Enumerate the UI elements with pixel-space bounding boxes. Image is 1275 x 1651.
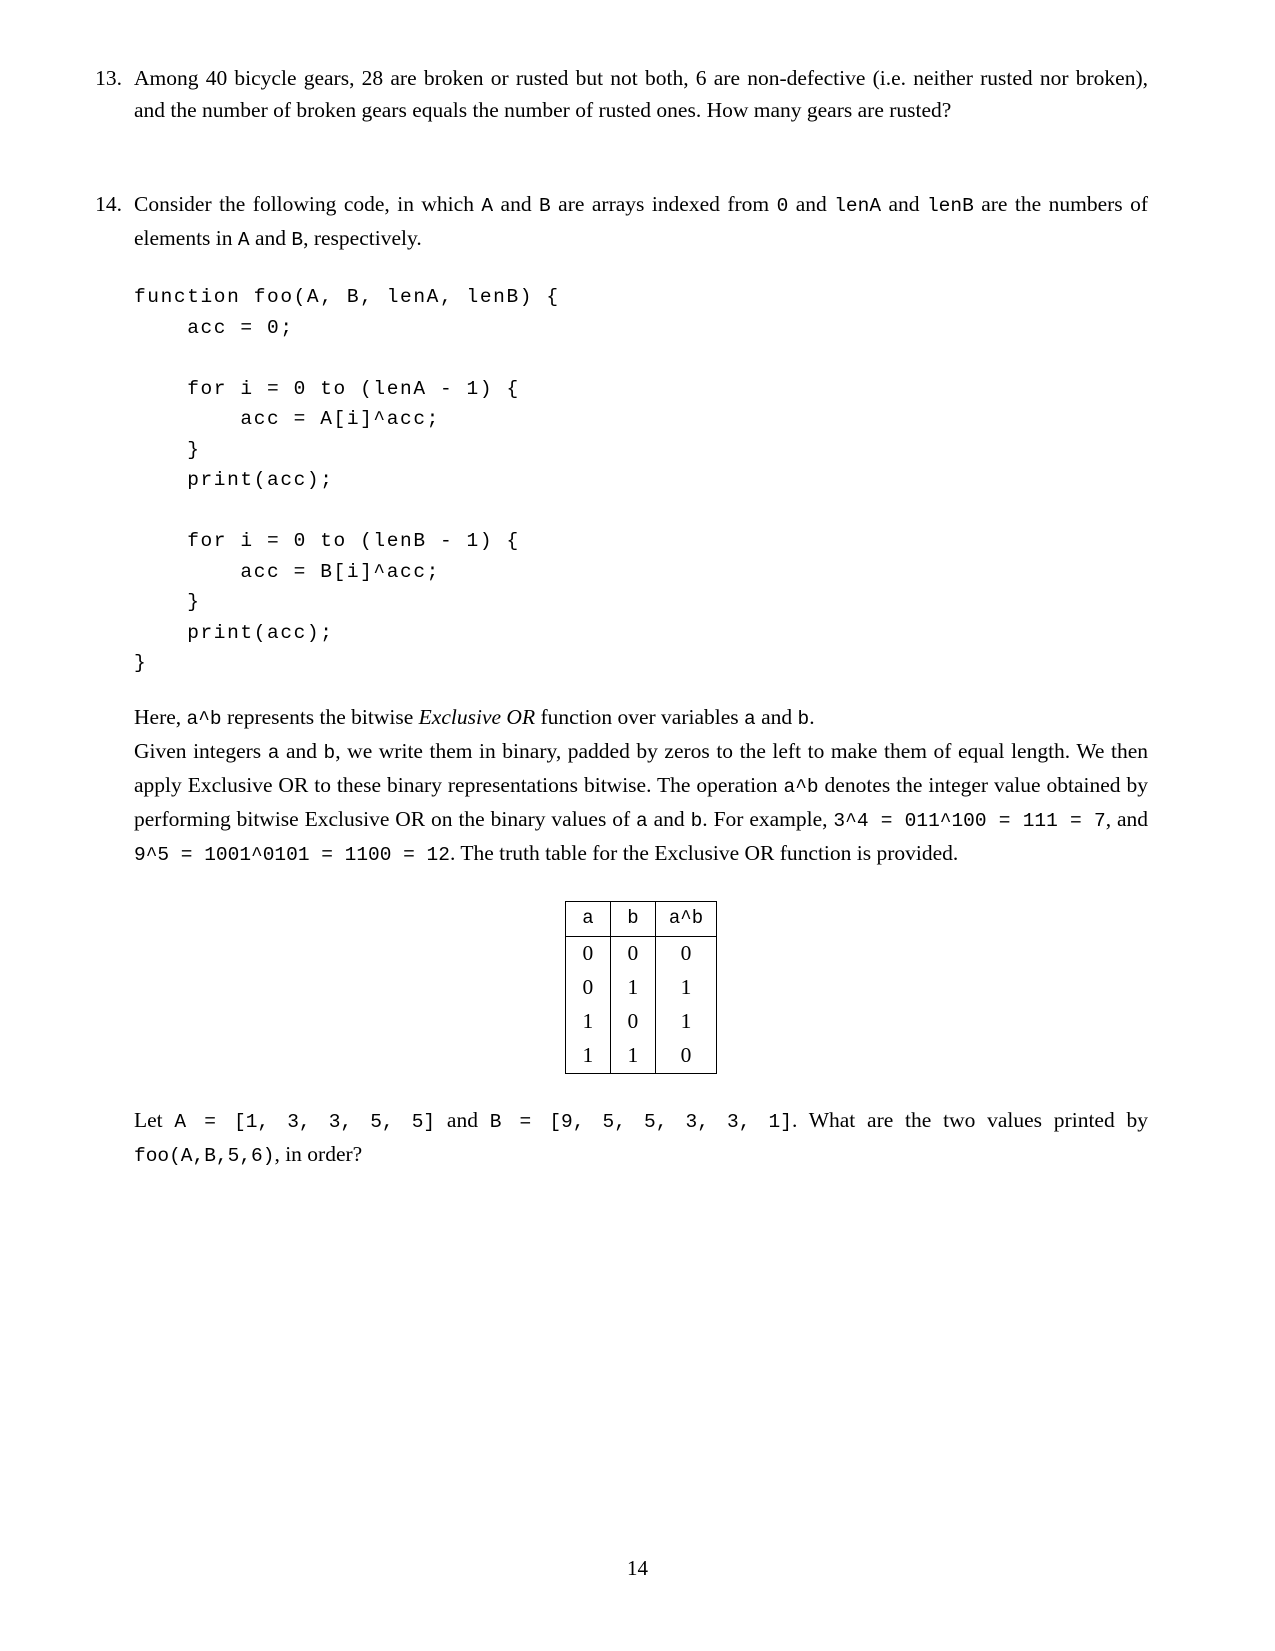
inline-code-a: a	[267, 741, 280, 764]
truth-cell-a: 0	[565, 971, 610, 1005]
example-xor-1: 3^4 = 011^100 = 111 = 7	[833, 809, 1106, 832]
given-text-5: and	[647, 806, 691, 831]
truth-table-container	[134, 901, 1148, 1074]
code-line: for i = 0 to (lenB - 1) {	[134, 530, 520, 552]
given-text-1: Given integers	[134, 738, 268, 763]
inline-code-foo-call: foo(A,B,5,6)	[134, 1144, 275, 1167]
given-text-8: . The truth table for the Exclusive OR function is provided.	[449, 840, 959, 865]
closing-paragraph	[134, 1104, 1148, 1172]
here-text-2: represents the bitwise	[221, 704, 419, 729]
closing-text-4: , in order?	[274, 1141, 363, 1166]
code-line: function foo(A, B, lenA, lenB) {	[134, 286, 560, 308]
table-row	[565, 1005, 716, 1039]
intro-text-8: , respectively.	[303, 226, 422, 250]
intro-text-6: are the numbers of elements in	[134, 192, 1149, 250]
code-line: for i = 0 to (lenA - 1) {	[134, 377, 520, 400]
intro-text-5: and	[881, 192, 927, 216]
given-text-4: denotes the integer value obtained by performing bitwise Exclusive OR on the binary values of	[134, 772, 1148, 831]
table-row	[565, 936, 716, 971]
inline-code-B: B	[539, 195, 551, 217]
truth-cell-b: 1	[610, 1039, 655, 1074]
truth-table-header-a: a	[565, 901, 610, 936]
example-xor-2: 9^5 = 1001^0101 = 1100 = 12	[134, 843, 450, 866]
problem-14	[88, 188, 1148, 1172]
problem-14-intro	[134, 188, 1148, 256]
truth-cell-a: 0	[565, 936, 610, 971]
here-text-5: .	[809, 704, 815, 729]
inline-code-a-xor-b: a^b	[186, 707, 222, 730]
inline-code-lenB: lenB	[926, 195, 974, 217]
truth-table-header-axorb: a^b	[655, 901, 716, 936]
here-text-3: function over variables	[535, 704, 745, 729]
code-listing	[134, 282, 1148, 679]
code-line: acc = 0;	[134, 316, 294, 339]
inline-code-zero: 0	[776, 195, 789, 217]
emphasis-exclusive-or: Exclusive OR	[418, 704, 536, 729]
truth-cell-result: 0	[655, 936, 716, 971]
closing-text-2: and	[435, 1107, 490, 1132]
xor-truth-table	[565, 901, 717, 1074]
table-row	[565, 1039, 716, 1074]
inline-code-A: A	[481, 195, 494, 217]
problem-13-number: 13.	[95, 66, 122, 90]
table-row	[565, 971, 716, 1005]
inline-code-b2: b	[690, 809, 703, 832]
inline-code-b: b	[797, 707, 810, 730]
given-integers-paragraph	[134, 735, 1148, 871]
code-blank-line	[134, 496, 1148, 527]
code-blank-line	[134, 343, 1148, 374]
here-text-4: and	[755, 704, 798, 729]
inline-code-A2: A	[237, 229, 250, 251]
problem-13-text	[134, 62, 1148, 126]
problem-14-body	[134, 188, 1148, 1172]
code-line: print(acc);	[134, 621, 334, 644]
truth-table-body	[565, 936, 716, 1073]
closing-text-3: . What are the two values printed by	[791, 1107, 1148, 1132]
truth-cell-b: 1	[610, 971, 655, 1005]
truth-cell-a: 1	[565, 1039, 610, 1074]
given-text-7: , and	[1105, 806, 1148, 831]
problem-13	[88, 62, 1148, 126]
truth-cell-result: 1	[655, 1005, 716, 1039]
here-paragraph	[134, 701, 1148, 735]
code-line: print(acc);	[134, 469, 334, 491]
truth-cell-result: 0	[655, 1039, 716, 1074]
inline-code-a-xor-b: a^b	[783, 775, 819, 798]
intro-text-4: and	[788, 192, 835, 216]
inline-code-a2: a	[636, 809, 648, 832]
problem-14-number: 14.	[95, 192, 122, 216]
intro-text-2: and	[493, 192, 540, 216]
given-text-3: , we write them in binary, padded by zeros to the left to make them of equal length. We then apply Exclusive OR to these binary representations bitwise. The operation	[134, 738, 1149, 797]
inline-code-B2: B	[291, 229, 304, 251]
page-number: 14	[627, 1556, 648, 1580]
inline-code-array-A: A = [1, 3, 3, 5, 5]	[174, 1110, 436, 1133]
spacer	[88, 152, 1148, 188]
intro-text-1: Consider the following code, in which	[134, 192, 482, 216]
closing-text-1: Let	[134, 1107, 175, 1132]
truth-table-head	[565, 901, 716, 936]
intro-text-7: and	[249, 226, 292, 250]
page-content	[88, 62, 1148, 1198]
given-text-6: . For example,	[702, 806, 834, 831]
code-line: acc = B[i]^acc;	[134, 560, 440, 583]
truth-table-header-b: b	[610, 901, 655, 936]
inline-code-array-B: B = [9, 5, 5, 3, 3, 1]	[489, 1110, 792, 1133]
truth-cell-a: 1	[565, 1005, 610, 1039]
problem-13-statement: Among 40 bicycle gears, 28 are broken or rusted but not both, 6 are non-defective (i.e. neither rusted nor broken), and the number of broken gears equals the number of rusted ones. How many gears are rusted?	[134, 66, 1148, 122]
inline-code-b: b	[323, 741, 336, 764]
truth-cell-b: 0	[610, 936, 655, 971]
truth-cell-result: 1	[655, 971, 716, 1005]
here-text-1: Here,	[134, 704, 187, 729]
inline-code-lenA: lenA	[834, 195, 882, 217]
code-line: acc = A[i]^acc;	[134, 408, 440, 430]
given-text-2: and	[279, 738, 324, 763]
truth-table-header-row	[565, 901, 716, 936]
truth-cell-b: 0	[610, 1005, 655, 1039]
intro-text-3: are arrays indexed from	[550, 192, 777, 216]
inline-code-a: a	[744, 707, 756, 730]
code-line: }	[134, 652, 148, 674]
code-line: }	[134, 438, 201, 461]
code-line: }	[134, 591, 201, 613]
